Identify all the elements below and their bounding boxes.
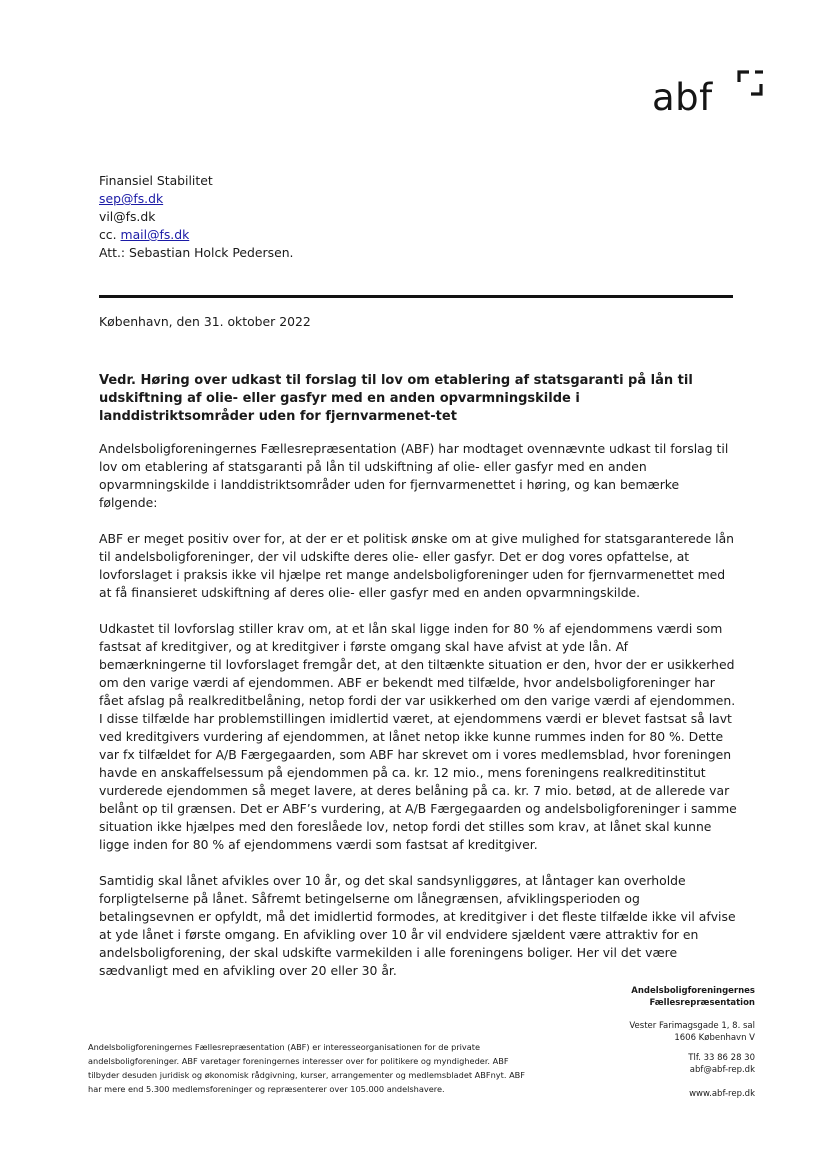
- address-line: Vester Farimagsgade 1, 8. sal: [629, 1021, 755, 1031]
- paragraph: Samtidig skal lånet afvikles over 10 år, og det skal sandsynliggøres, at låntager kan overholde forpligtelserne på lånet. Såfremt betingelserne om lånegrænsen, afviklingsperioden og betalingsevnen er opfyldt, må det imidlertid formodes, at kreditgiver i det fleste tilfælde ikke vil afvise at yde lånet i første omgang. En afvikling over 10 år vil endvidere sjældent være attraktiv for en andelsboligforening, der skal udskifte varmekilden i alle foreningens boliger. Her vil det være sædvanligt med en afvikling over 20 eller 30 år.: [99, 873, 736, 978]
- sender-name-line: Andelsboligforeningernes: [631, 986, 755, 996]
- logo-bracket-mark: [735, 68, 765, 98]
- recipient-cc: [99, 226, 294, 244]
- recipient-block: [99, 172, 294, 262]
- letter-subject: Vedr. Høring over udkast til forslag til lov om etablering af statsgaranti på lån til udskiftning af olie- eller gasfyr med en anden opvarmningskilde i landdistriktsområder uden for fjernvarmenet-tet: [99, 373, 693, 424]
- recipient-attention: Att.: Sebastian Holck Pedersen.: [99, 245, 294, 260]
- cc-prefix: cc.: [99, 227, 121, 242]
- dateline: København, den 31. oktober 2022: [99, 314, 311, 329]
- logo-text: abf: [652, 76, 713, 119]
- address-line: 1606 København V: [674, 1033, 755, 1043]
- phone: Tlf. 33 86 28 30: [688, 1053, 755, 1063]
- paragraph: ABF er meget positiv over for, at der er et politisk ønske om at give mulighed for statsgaranterede lån til andelsboligforeninger, der vil udskifte deres olie- eller gasfyr. Det er dog vores opfattelse, at lovforslaget i praksis ikke vil hjælpe ret mange andelsboligforeninger uden for fjernvarmenettet med at få finansieret udskiftning af deres olie- eller gasfyr med en anden opvarmningskilde.: [99, 531, 735, 600]
- paragraph: Udkastet til lovforslag stiller krav om, at et lån skal ligge inden for 80 % af ejendommens værdi som fastsat af kreditgiver, og at kreditgiver i første omgang skal have afvist at yde lån. Af bemærkningerne til lovforslaget fremgår det, at den tiltænkte situation er den, hvor der er usikkerhed om den varige værdi af ejendommen. ABF er bekendt med tilfælde, hvor andelsboligforeninger har fået afslag på realkreditbelåning, netop fordi der var usikkerhed om den varige værdi af ejendommen. I disse tilfælde har problemstillingen imidlertid været, at ejendommens værdi er blevet fastsat så lavt ved kreditgivers vurdering af ejendommen, at lånet netop ikke kunne rummes inden for 80 %. Dette var fx tilfældet for A/B Færgegaarden, som ABF har skrevet om i vores medlemsblad, hvor foreningen havde en anskaffelsessum på ejendommen på ca. kr. 12 mio., mens foreningens realkreditinstitut vurderede ejendommen så meget lavere, at deres belåning på ca. kr. 7 mio. betød, at de allerede var belånt op til grænsen. Det er ABF’s vurdering, at A/B Færgegaarden og andelsboligforeninger i samme situation ikke hjælpes med den foreslåede lov, netop fordi det stilles som krav, at lånet skal kunne ligge inden for 80 % af ejendommens værdi som fastsat af kreditgiver.: [99, 621, 737, 852]
- abf-logo: [652, 66, 772, 120]
- recipient-email-link[interactable]: sep@fs.dk: [99, 191, 164, 206]
- recipient-email-2: vil@fs.dk: [99, 209, 156, 224]
- sender-name: [631, 985, 755, 1009]
- sender-name-line: Fællesrepræsentation: [649, 998, 755, 1008]
- sender-address: [629, 1020, 755, 1100]
- cc-email-link[interactable]: mail@fs.dk: [120, 227, 190, 242]
- sender-email: abf@abf-rep.dk: [689, 1065, 755, 1075]
- header-divider: [99, 295, 733, 298]
- website: www.abf-rep.dk: [689, 1089, 755, 1099]
- recipient-org: Finansiel Stabilitet: [99, 173, 213, 188]
- letter-body: [99, 440, 737, 998]
- paragraph: Andelsboligforeningernes Fællesrepræsentation (ABF) har modtaget ovennævnte udkast til forslag til lov om etablering af statsgaranti på lån til udskiftning af olie- eller gasfyr med en anden opvarmningskilde i landdistriktsområder uden for fjernvarmenettet i høring, og kan bemærke følgende:: [99, 441, 729, 510]
- footer-note: Andelsboligforeningernes Fællesrepræsentation (ABF) er interesseorganisationen for de private andelsboligforeninger. ABF varetager foreningernes interesser over for politikere og myndigheder. ABF tilbyder desuden juridisk og økonomisk rådgivning, kurser, arrangementer og medlemsbladet ABFnyt. ABF har mere end 5.300 medlemsforeninger og repræsenterer over 105.000 andelshavere.: [88, 1042, 525, 1094]
